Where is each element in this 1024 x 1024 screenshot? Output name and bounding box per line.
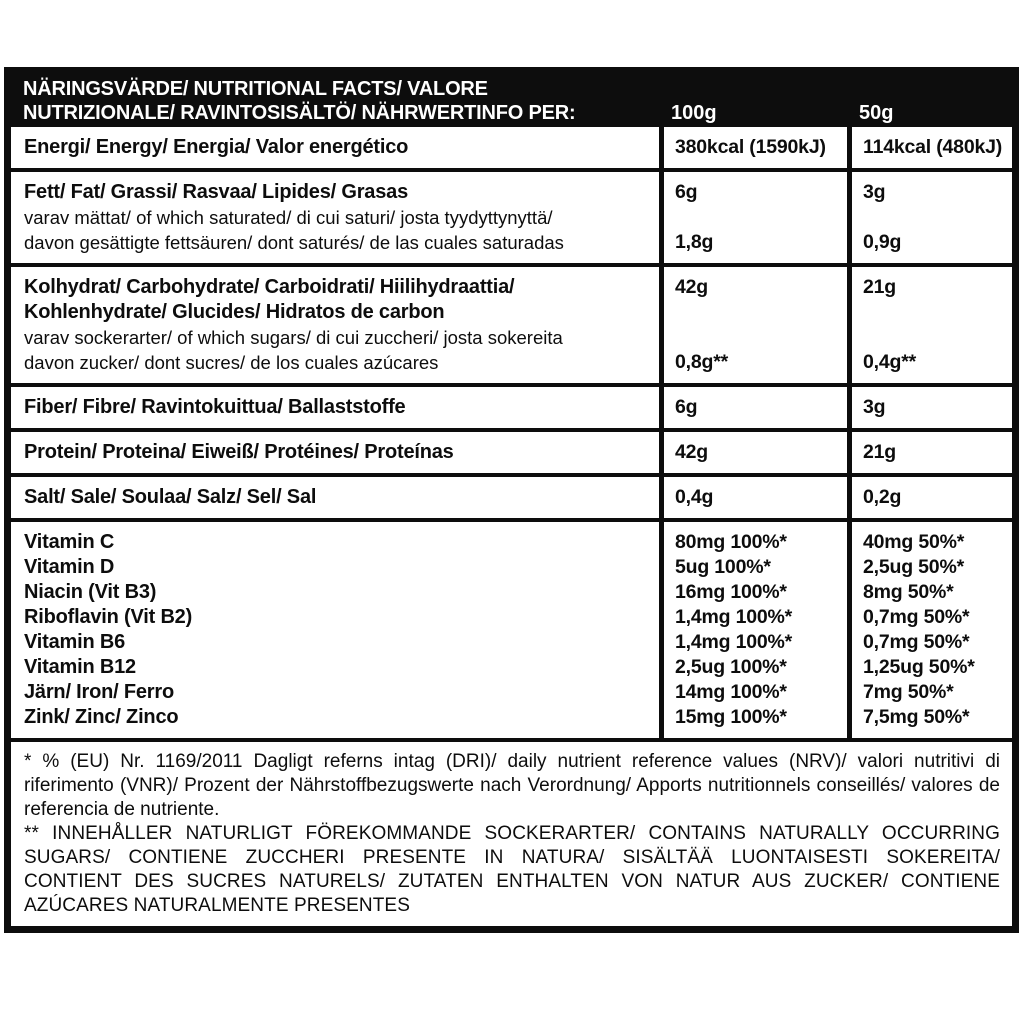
sugars-label-line2: davon zucker/ dont sucres/ de los cuales azúcares [24,352,439,373]
zinc-label: Zink/ Zinc/ Zinco [24,706,179,728]
niacin-value-50g: 8mg 50%* [863,581,954,603]
table-row-energy [11,127,1012,168]
fiber-value-100g [659,387,847,428]
vitamin-b6-value-100g: 1,4mg 100%* [675,631,793,653]
carbohydrate-value-100g-text: 42g [675,276,709,298]
iron-label: Järn/ Iron/ Ferro [24,681,174,703]
zinc-value-100g: 15mg 100%* [675,706,787,728]
table-title-line1: NÄRINGSVÄRDE/ NUTRITIONAL FACTS/ VALORE [23,78,488,100]
vitamins-value-50g [847,522,1012,738]
iron-value-100g: 14mg 100%* [675,681,787,703]
energy-value-100g [659,127,847,168]
table-row-fiber [11,383,1012,428]
vitamin-b12-value-100g: 2,5ug 100%* [675,656,787,678]
fat-value-100g [659,172,847,263]
salt-label-cell [11,477,659,518]
vitamins-value-100g [659,522,847,738]
salt-value-50g-text: 0,2g [863,486,902,508]
carbohydrate-value-50g [847,267,1012,383]
niacin-label: Niacin (Vit B3) [24,581,157,603]
vitamin-c-value-100g: 80mg 100%* [675,531,787,553]
vitamin-b12-label: Vitamin B12 [24,656,136,678]
protein-value-100g [659,432,847,473]
carbohydrate-label-cell [11,267,659,383]
table-row-salt [11,473,1012,518]
vitamin-d-value-100g: 5ug 100%* [675,556,771,578]
niacin-value-100g: 16mg 100%* [675,581,787,603]
carbohydrate-value-100g [659,267,847,383]
vitamins-label-cell [11,522,659,738]
vitamin-c-label: Vitamin C [24,531,115,553]
fiber-label: Fiber/ Fibre/ Ravintokuittua/ Ballaststoffe [24,396,406,418]
fat-saturated-value-100g-text: 1,8g [675,231,714,253]
protein-label-cell [11,432,659,473]
carbohydrate-label-line2: Kohlenhydrate/ Glucides/ Hidratos de carbon [24,301,445,323]
energy-label: Energi/ Energy/ Energia/ Valor energético [24,136,409,158]
protein-value-50g-text: 21g [863,441,897,463]
protein-value-100g-text: 42g [675,441,709,463]
fat-label-cell [11,172,659,263]
carbohydrate-value-50g-text: 21g [863,276,897,298]
protein-label: Protein/ Proteina/ Eiweiß/ Protéines/ Proteínas [24,441,454,463]
table-row-protein [11,428,1012,473]
fat-saturated-value-50g-text: 0,9g [863,231,902,253]
vitamin-d-value-50g: 2,5ug 50%* [863,556,964,578]
salt-value-100g [659,477,847,518]
column-header-50g: 50g [859,102,894,124]
energy-value-50g [847,127,1012,168]
energy-value-100g-text: 380kcal (1590kJ) [675,136,826,158]
vitamin-b12-value-50g: 1,25ug 50%* [863,656,975,678]
fat-label: Fett/ Fat/ Grassi/ Rasvaa/ Lipides/ Grasas [24,181,408,203]
fiber-label-cell [11,387,659,428]
vitamin-b6-value-50g: 0,7mg 50%* [863,631,970,653]
nutrition-label [4,67,1019,933]
table-title [11,77,659,125]
table-row-carbohydrate [11,263,1012,383]
iron-value-50g: 7mg 50%* [863,681,954,703]
column-header-100g: 100g [671,102,717,124]
salt-label: Salt/ Sale/ Soulaa/ Salz/ Sel/ Sal [24,486,317,508]
protein-value-50g [847,432,1012,473]
footnotes-section [11,738,1012,926]
fat-saturated-label-line1: varav mättat/ of which saturated/ di cui saturi/ josta tyydyttynyttä/ [24,207,553,228]
sugars-value-50g-text: 0,4g** [863,351,916,373]
fiber-value-100g-text: 6g [675,396,698,418]
salt-value-100g-text: 0,4g [675,486,714,508]
fat-value-50g [847,172,1012,263]
energy-value-50g-text: 114kcal (480kJ) [863,136,1003,158]
riboflavin-label: Riboflavin (Vit B2) [24,606,193,628]
carbohydrate-label-line1: Kolhydrat/ Carbohydrate/ Carboidrati/ Hiilihydraattia/ [24,276,515,298]
footnote-natural-sugars: ** INNEHÅLLER NATURLIGT FÖREKOMMANDE SOCKERARTER/ CONTAINS NATURALLY OCCURRING SUGARS/ CONTIENE ZUCCHERI PRESENTE IN NATURA/ SISÄLTÄÄ LUONTAISESTI SOKEREITA/ CONTIENT DES SUCRES NATURELS/ ZUTATEN ENTHALTEN VON NATUR AUS ZUCKER/ CONTIENE AZÚCARES NATURALMENTE PRESENTES [24,823,1000,916]
vitamin-d-label: Vitamin D [24,556,115,578]
fat-saturated-label-line2: davon gesättigte fettsäuren/ dont saturés/ de las cuales saturadas [24,232,564,253]
fiber-value-50g [847,387,1012,428]
salt-value-50g [847,477,1012,518]
footnote-nrv: * % (EU) Nr. 1169/2011 Dagligt referns intag (DRI)/ daily nutrient reference values (NRV)/ valori nutritivi di riferimento (VNR)/ Prozent der Nährstoffbezugswerte nach Verordnung/ Apports nutritionnels conseillés/ valores de referencia de nutriente. [24,751,1000,820]
fiber-value-50g-text: 3g [863,396,886,418]
table-row-fat [11,168,1012,263]
riboflavin-value-50g: 0,7mg 50%* [863,606,970,628]
zinc-value-50g: 7,5mg 50%* [863,706,970,728]
table-title-line2: NUTRIZIONALE/ RAVINTOSISÄLTÖ/ NÄHRWERTINFO PER: [23,102,576,124]
fat-value-100g-text: 6g [675,181,698,203]
riboflavin-value-100g: 1,4mg 100%* [675,606,793,628]
table-header [11,74,1012,127]
sugars-label-line1: varav sockerarter/ of which sugars/ di cui zuccheri/ josta sokereita [24,327,563,348]
vitamin-c-value-50g: 40mg 50%* [863,531,965,553]
fat-value-50g-text: 3g [863,181,886,203]
sugars-value-100g-text: 0,8g** [675,351,728,373]
energy-label-cell [11,127,659,168]
table-row-vitamins [11,518,1012,738]
vitamin-b6-label: Vitamin B6 [24,631,125,653]
